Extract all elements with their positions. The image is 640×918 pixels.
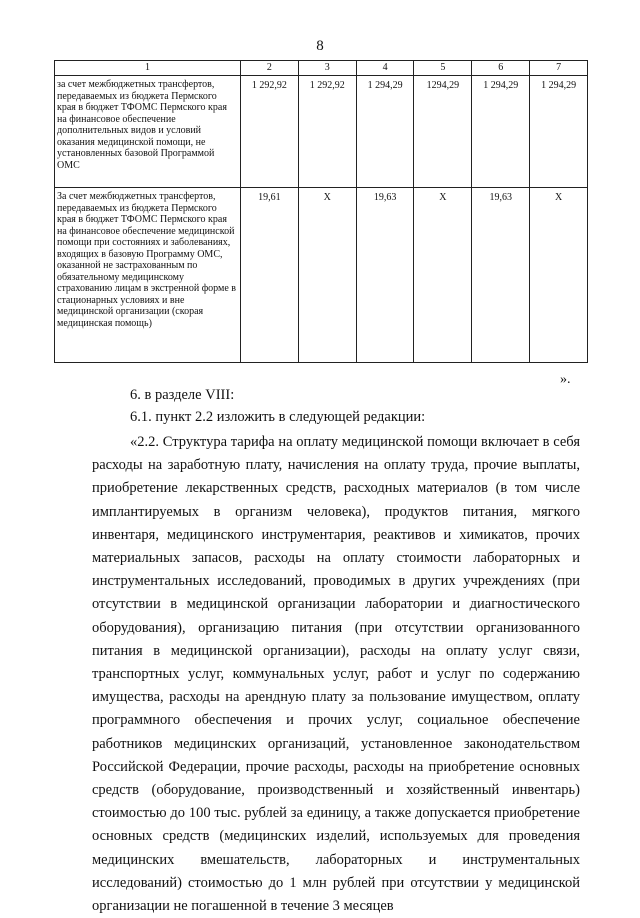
- table-cell: 1 294,29: [356, 76, 414, 188]
- table-row: [55, 188, 588, 363]
- table-cell: 19,63: [472, 188, 530, 363]
- table-cell: 1 292,92: [298, 76, 356, 188]
- table-header-row: [55, 61, 588, 76]
- column-header: 5: [414, 61, 472, 76]
- column-header: 4: [356, 61, 414, 76]
- tariff-table: [54, 60, 588, 363]
- table-cell: X: [414, 188, 472, 363]
- table-cell: 1294,29: [414, 76, 472, 188]
- closing-quote: ».: [560, 372, 571, 387]
- table-row: [55, 76, 588, 188]
- table-cell: 19,61: [241, 188, 299, 363]
- column-header: 2: [241, 61, 299, 76]
- row-description: за счет межбюджетных трансфертов, передаваемых из бюджета Пермского края в бюджет ТФОМС Пермского края на финансовое обеспечение дополнительных видов и условий оказания медицинской помощи, не установленных базовой Программой ОМС: [55, 76, 241, 188]
- column-header: 3: [298, 61, 356, 76]
- body-paragraph: «2.2. Структура тарифа на оплату медицинской помощи включает в себя расходы на заработную плату, начисления на оплату труда, прочие выплаты, приобретение лекарственных средств, расходных материалов (в том числе имплантируемых в организм человека), продуктов питания, мягкого инвентаря, медицинского инструментария, реактивов и химикатов, прочих материальных запасов, расходы на оплату стоимости лабораторных и инструментальных исследований, проводимых в других учреждениях (при отсутствии в медицинской организации лаборатории и диагностического оборудования), организацию питания (при отсутствии организованного питания в медицинской организации), расходы на оплату услуг связи, транспортных услуг, коммунальных услуг, работ и услуг по содержанию имущества, расходы на арендную плату за пользование имуществом, оплату программного обеспечения и прочих услуг, социальное обеспечение работников медицинских организаций, установленное законодательством Российской Федерации, прочие расходы, расходы на приобретение основных средств (оборудование, производственный и хозяйственный инвентарь) стоимостью до 100 тыс. рублей за единицу, а также допускается приобретение основных средств (медицинских изделий, используемых для проведения медицинских вмешательств, лабораторных и инструментальных исследований) стоимостью до 1 млн рублей при отсутствии у медицинской организации не погашенной в течение 3 месяцев: [92, 434, 580, 915]
- table-cell: 1 294,29: [530, 76, 588, 188]
- subsection-heading: 6.1. пункт 2.2 изложить в следующей редакции:: [130, 409, 426, 425]
- row-description: За счет межбюджетных трансфертов, передаваемых из бюджета Пермского края в бюджет ТФОМС Пермского края на финансовое обеспечение медицинской помощи при состояниях и заболеваниях, входящих в базовую Программу ОМС, оказанной не застрахованным по обязательному медицинскому страхованию лицам в экстренной форме в стационарных условиях и вне медицинской организации (скорая медицинская помощь): [55, 188, 241, 363]
- column-header: 6: [472, 61, 530, 76]
- table-cell: 1 294,29: [472, 76, 530, 188]
- column-header: 1: [55, 61, 241, 76]
- table-cell: 19,63: [356, 188, 414, 363]
- table-cell: X: [298, 188, 356, 363]
- section-heading: 6. в разделе VIII:: [130, 387, 235, 403]
- page-number: 8: [316, 38, 324, 54]
- column-header: 7: [530, 61, 588, 76]
- table-cell: 1 292,92: [241, 76, 299, 188]
- table-cell: X: [530, 188, 588, 363]
